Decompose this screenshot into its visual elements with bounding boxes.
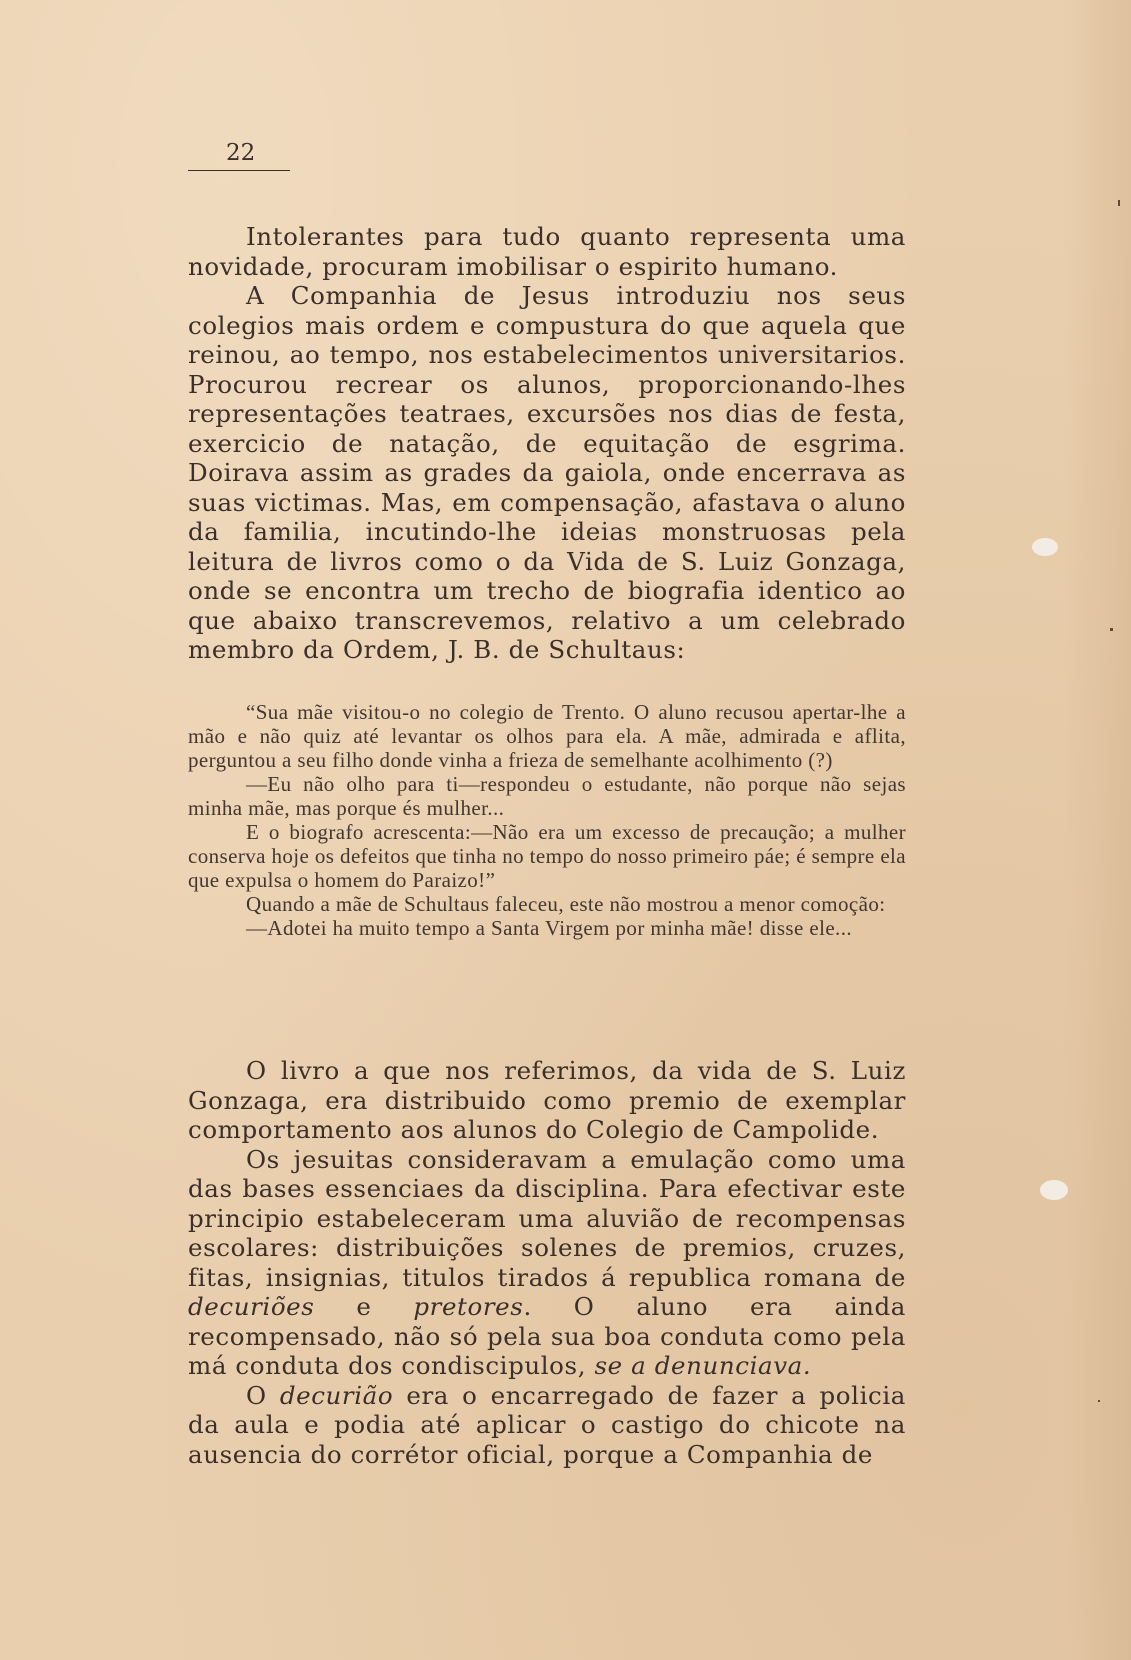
text-run: O [246, 1380, 280, 1410]
body-text-top [188, 222, 906, 665]
text-run: Os jesuitas consideravam a emulação como uma das bases essenciaes da disciplina. Para efectivar este principio estabeleceram uma aluvião de recompensas escolares: distribuições solenes de premios, cruzes, fitas, insignias, titulos tirados á republica romana de [188, 1144, 906, 1292]
paragraph: Intolerantes para tudo quanto representa uma novidade, procuram imobilisar o espirito humano. [188, 222, 906, 281]
quote-paragraph: —Eu não olho para ti—respondeu o estudante, não porque não sejas minha mãe, mas porque és mulher... [188, 772, 906, 820]
quote-paragraph: E o biografo acrescenta:—Não era um excesso de precaução; a mulher conserva hoje os defeitos que tinha no tempo do nosso primeiro páe; é sempre ela que expulsa o homem do Paraizo!” [188, 820, 906, 892]
block-quote [188, 700, 906, 940]
page-number-rule [188, 136, 290, 171]
page-number: 22 [226, 140, 256, 166]
ink-speck [1110, 628, 1113, 631]
ink-speck [1118, 200, 1120, 206]
paragraph: O livro a que nos referimos, da vida de S. Luiz Gonzaga, era distribuido como premio de exemplar comportamento aos alunos do Colegio de Campolide. [188, 1056, 906, 1144]
text-run: era o encarregado de fazer a policia da aula e podia até aplicar o castigo do chicote na ausencia do corrétor oficial, porque a Companhia de [188, 1380, 906, 1469]
binding-hole [1032, 538, 1058, 556]
quote-paragraph: —Adotei ha muito tempo a Santa Virgem por minha mãe! disse ele... [246, 916, 853, 940]
paragraph [188, 1381, 906, 1470]
paragraph: A Companhia de Jesus introduziu nos seus colegios mais ordem e compustura do que aquela que reinou, ao tempo, nos estabelecimentos universitarios. Procurou recrear os alunos, proporcionando-lhes representações teatraes, excursões nos dias de festa, exercicio de natação, de equitação de esgrima. Doirava assim as grades da gaiola, onde encerrava as suas victimas. Mas, em compensação, afastava o aluno da familia, incutindo-lhe ideias monstruosas pela leitura de livros como o da Vida de S. Luiz Gonzaga, onde se encontra um trecho de biografia identico ao que abaixo transcrevemos, relativo a um celebrado membro da Ordem, J. B. de Schultaus: [188, 281, 906, 664]
body-text-bottom [188, 1056, 906, 1469]
quote-paragraph: Quando a mãe de Schultaus faleceu, este não mostrou a menor comoção: [246, 892, 886, 916]
italic-term: decuriões [188, 1292, 315, 1321]
ink-speck [1098, 1400, 1100, 1402]
binding-hole [1040, 1180, 1068, 1200]
italic-term: decurião [279, 1380, 394, 1410]
quote-paragraph: “Sua mãe visitou-o no colegio de Trento. O aluno recusou apertar-lhe a mão e não quiz até levantar os olhos para ela. A mãe, admirada e aflita, perguntou a seu filho donde vinha a frieza de semelhante acolhimento (?) [188, 700, 906, 772]
text-run: e [314, 1292, 414, 1321]
text-run: . O aluno era ainda recompensado, não só pela sua boa conduta como pela má conduta dos condiscipulos, [188, 1292, 906, 1380]
italic-term: pretores [413, 1292, 524, 1321]
italic-phrase: se a denunciava. [594, 1351, 812, 1380]
paragraph [188, 1145, 906, 1381]
